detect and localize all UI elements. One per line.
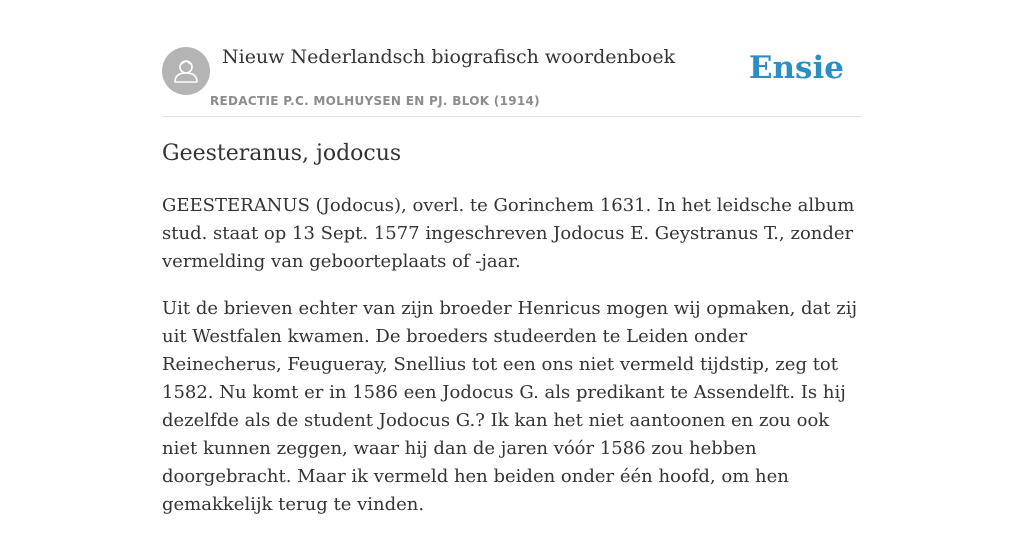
brand-logo[interactable]: Ensie [748, 50, 844, 86]
book-title[interactable]: Nieuw Nederlandsch biografisch woordenboek [222, 46, 676, 68]
body-paragraph: GEESTERANUS (Jodocus), overl. te Gorinchem 1631. In het leidsche album stud. staat op 13 Sept. 1577 ingeschreven Jodocus E. Geystranus T., zonder vermelding van geboorteplaats of -jaar. [162, 195, 855, 272]
entry-title: Geesteranus, jodocus [162, 141, 402, 166]
user-icon [162, 47, 210, 95]
author-avatar[interactable] [162, 47, 210, 95]
page [162, 0, 862, 515]
book-header [162, 0, 862, 117]
body-paragraph: Uit de brieven echter van zijn broeder Henricus mogen wij opmaken, dat zij uit Westfalen kwamen. De broeders studeerden te Leiden onder Reinecherus, Feugueray, Snellius tot een ons niet vermeld tijdstip, zeg tot 1582. Nu komt er in 1586 een Jodocus G. als predikant te Assendelft. Is hij dezelfde als de student Jodocus G.? Ik kan het niet aantoonen en zou ook niet kunnen zeggen, waar hij dan de jaren vóór 1586 zou hebben doorgebracht. Maar ik vermeld hen beiden onder één hoofd, om hen gemakkelijk terug te vinden. [162, 298, 858, 515]
entry-body [162, 192, 862, 538]
editors-label: REDACTIE P.C. MOLHUYSEN EN PJ. BLOK (1914) [210, 94, 540, 108]
